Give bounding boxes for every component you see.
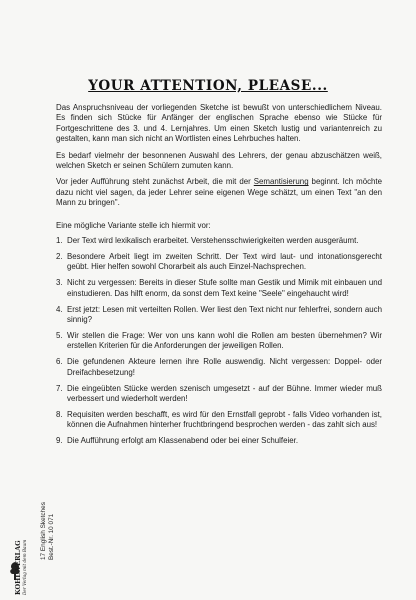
step-text: Die eingeübten Stücke werden szenisch umgesetzt - auf der Bühne. Immer wieder muß verbessert und wiederholt werden! [67,383,382,403]
order-number: Best.-Nr. 10 071 [47,513,55,560]
step-text: Die gefundenen Akteure lernen ihre Rolle auswendig. Nicht vergessen: Doppel- oder Dreifachbesetzung! [67,357,382,377]
publisher-logo-text: KOHL VERLAG [14,540,22,595]
semantic-text-after: beginnt. Ich möchte dazu nicht viel sagen, da jeder Lehrer seine eigenen Wege schätzt, um einen Text "an den Mann zu bringen". [56,177,382,208]
step-text: Erst jetzt: Lesen mit verteilten Rollen. Wer liest den Text nicht nur fehlerfrei, sondern auch sinnig? [67,304,382,324]
semantic-text-before: Vor jeder Aufführung steht zunächst Arbeit, die mit der [56,177,254,187]
list-item [56,410,382,431]
list-item [56,236,382,246]
step-text: Die Aufführung erfolgt am Klassenabend oder bei einer Schulfeier. [67,436,299,446]
step-text: Besondere Arbeit liegt im zweiten Schritt. Der Text wird laut- und intonationsgerecht geübt. Hier helfen sowohl Chorarbeit als auch Einzel-Nachsprechen. [67,251,382,272]
publisher-tagline: Der Verlag mit dem Baum [22,539,27,595]
list-item [56,331,382,352]
semantisierung-term: Semantisierung [253,177,309,187]
step-number: 4. [56,304,63,314]
product-info [40,502,55,560]
steps-list [56,236,382,447]
step-number: 7. [56,383,63,393]
semantic-paragraph [56,177,382,208]
step-number: 2. [56,251,63,261]
product-title: 17 English Sketches [40,502,47,560]
list-item [56,305,382,326]
step-number: 6. [56,357,63,367]
list-item [56,436,382,446]
step-number: 3. [56,278,63,288]
step-number: 5. [56,330,63,340]
lead-in-text: Eine mögliche Variante stelle ich hiermit vor: [56,220,211,230]
list-item [56,252,382,273]
intro-paragraph-1: Das Anspruchsniveau der vorliegenden Sketche ist bewußt von unterschiedlichem Niveau. Es finden sich Stücke für Anfänger der englischen Sprache ebenso wie Stücke für Fortgeschrittene des 3. und 4. Lernjahres. Um einen Sketch lustig und variantenreich zu gestalten, kann man sich nicht an Wortlisten eines Lehrbuches halten. [56,103,382,144]
step-text: Requisiten werden beschafft, es wird für den Ernstfall geprobt - falls Video vorhanden ist, können die Aufnahmen hinterher fruchtbringend besprochen werden - das zahlt sich aus! [67,409,382,430]
step-text: Wir stellen die Frage: Wer von uns kann wohl die Rollen am besten übernehmen? Wir erstellen Kriterien für die Anforderungen der jeweiligen Rollen. [67,330,382,351]
list-item [56,384,382,405]
intro-paragraph-2: Es bedarf vielmehr der besonnenen Auswahl des Lehrers, der genau abzuschätzen weiß, welchen Sketch er seinen Schülern zumuten kann. [56,150,382,171]
step-number: 1. [56,236,63,246]
document-body [56,103,382,452]
page-title: YOUR ATTENTION, PLEASE... [88,78,328,94]
list-item [56,357,382,378]
step-text: Nicht zu vergessen: Bereits in dieser Stufe sollte man Gestik und Mimik mit einbauen und einstudieren. Das hilft enorm, da sonst dem Text keine "Seele" eingehaucht wird! [67,278,382,298]
list-item [56,278,382,299]
step-number: 9. [56,436,63,446]
step-number: 8. [56,409,63,419]
step-text: Der Text wird lexikalisch erarbeitet. Verstehensschwierigkeiten werden ausgeräumt. [67,236,359,246]
